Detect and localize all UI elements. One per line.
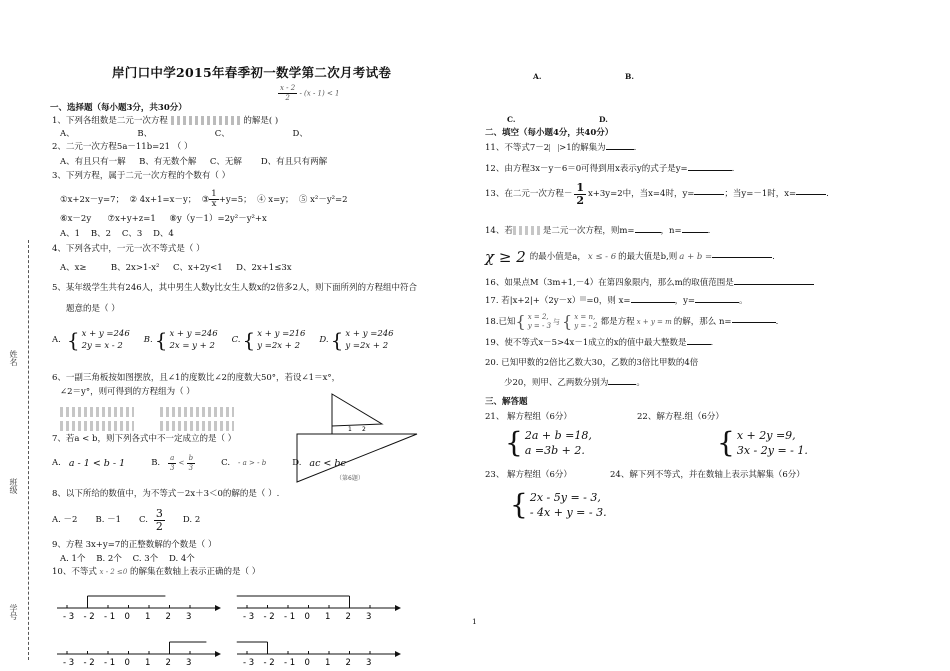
q10-numberline-c	[55, 638, 225, 671]
q5-option-c: C. { x + y =216 y =2x + 2	[231, 328, 306, 352]
numberline-tick-label: - 3	[243, 658, 255, 668]
q23-equation-2: - 4x + y = - 3.	[529, 506, 607, 519]
q14-answer-blank-1[interactable]	[635, 232, 661, 233]
q18-stem: 18.已知	[485, 316, 516, 327]
q2-option-a: A、有且只有一解	[60, 157, 126, 167]
q4-options	[60, 263, 292, 274]
q23-system: { 2x - 5y = - 3, - 4x + y = - 3.	[510, 488, 607, 521]
right-top-option-a: A.	[533, 72, 542, 81]
numberline-tick-label: 2	[165, 612, 171, 622]
q18-system-1: { x = 2, y = - 3	[515, 312, 552, 331]
q7-options	[52, 454, 346, 473]
q23-equation-1: 2x - 5y = - 3,	[529, 491, 601, 504]
right-top-option-b: B.	[625, 72, 634, 81]
numberline-tick-label: 3	[186, 658, 192, 668]
section1-heading: 一、选择题（每小题3分，共30分）	[50, 103, 187, 113]
q12-answer-blank[interactable]	[688, 170, 732, 171]
q17-answer-blank-2[interactable]	[695, 302, 739, 303]
q21-system: { 2a + b =18, a =3b + 2.	[505, 426, 592, 459]
q6-text-cont: ∠2＝y°，则可得到的方程组为（ ）	[60, 387, 195, 397]
q3-row1	[60, 190, 348, 209]
q3-item-5: ⑤ x²－y²=2	[298, 195, 348, 205]
q11-abs-bars	[549, 144, 559, 152]
q7-option-b-label: B.	[151, 458, 161, 468]
q14-stem: 14、若	[485, 226, 513, 236]
q9-options	[60, 554, 195, 565]
q21-equation-1: 2a + b =18,	[524, 429, 592, 442]
q23-text: 23、 解方程组（6分）	[485, 470, 572, 480]
q2-option-b: B、有无数个解	[139, 157, 197, 167]
q14-answer-blank-2[interactable]	[682, 232, 708, 233]
q3-text: 3、下列方程，属于二元一次方程的个数有（ ）	[52, 171, 231, 181]
numberline-tick-label: - 2	[83, 612, 95, 622]
numberline-tick-label: 1	[325, 658, 331, 668]
q11-tail: >1的解集为	[559, 143, 606, 153]
numberline-arrow	[215, 605, 221, 611]
numberline-tick-label: - 2	[263, 612, 275, 622]
q5-options	[52, 328, 394, 352]
q7-option-d-label: D.	[292, 458, 302, 468]
q1-stem: 1、下列各组数是二元一次方程	[52, 116, 168, 126]
numberline-tick-label: - 1	[104, 612, 116, 622]
right-top-expression: $\frac{x - 2}{2}$ - (x - 1) < 1	[280, 84, 340, 102]
q14-end: ，n=	[660, 226, 682, 236]
q11-answer-blank[interactable]	[606, 149, 634, 150]
q21-equation-2: a =3b + 2.	[524, 444, 585, 457]
side-label-name: 姓名	[9, 350, 18, 366]
q6-angle-2: 2	[362, 426, 366, 433]
q7-text: 7、若a < b，则下列各式中不一定成立的是（ ）	[52, 434, 237, 444]
q20-text-cont	[504, 378, 645, 389]
q14-blurred-expression	[513, 226, 543, 235]
q18-end: 的解，那么 n=	[673, 316, 732, 327]
q3-item-3-mark: ③	[201, 195, 210, 205]
q19-stem: 19、使不等式x－5>4x－1成立的x的值中最大整数是	[485, 338, 687, 348]
q5-option-a: A. { x + y =246 2y = x - 2	[52, 328, 130, 352]
q18-connector: 与	[553, 317, 561, 326]
q16-stem: 16、如果点M（3m+1,－4）在第四象限内，那么m的取值范围是	[485, 278, 734, 288]
q8-option-a: A. －2	[52, 515, 78, 525]
q13-answer-blank-2[interactable]	[796, 194, 826, 195]
q19-text: 19、使不等式x－5>4x－1成立的x的值中最大整数是 .	[485, 338, 714, 348]
q1-tail: 的解是( )	[243, 116, 279, 126]
q3-item-3-fraction: $\frac{1}{x}$	[211, 189, 217, 209]
q18-answer-blank[interactable]	[732, 322, 776, 323]
q20-end: 。	[636, 378, 645, 388]
q3-option-a: A、1	[60, 229, 81, 239]
q22-equation-2: 3x - 2y = - 1.	[736, 444, 808, 457]
q14-middle: 是二元一次方程，则m=	[542, 226, 635, 236]
q4-option-c: C、x+2y<1	[172, 263, 223, 273]
q15-expression-2: a + b =	[679, 252, 713, 262]
q6-angle-1: 1	[348, 426, 352, 433]
q1-text	[52, 116, 278, 127]
q1-blurred-system	[171, 116, 241, 125]
q24-text: 24、解下列不等式，并在数轴上表示其解集（6分）	[610, 470, 805, 480]
q6-set-square-large	[332, 394, 382, 426]
q3-options	[60, 229, 174, 240]
q13-stem: 13、在二元一次方程－	[485, 189, 573, 199]
q2-text: 2、二元一次方程5a－11b=21 （ ）	[52, 142, 193, 152]
numberline-tick-label: 3	[366, 658, 372, 668]
q2-option-c: C、无解	[209, 157, 242, 167]
right-top-option-c: C.	[507, 115, 516, 124]
q21-text: 21、 解方程组（6分）	[485, 412, 572, 422]
q2-options	[60, 157, 327, 168]
numberline-tick-label: - 1	[104, 658, 116, 668]
q15-expression: x ≤ - 6	[587, 252, 617, 262]
q20-answer-blank[interactable]	[608, 384, 636, 385]
q1-option-a: A、	[60, 129, 75, 139]
page-number: 1	[472, 617, 477, 626]
q1-option-c: C、	[214, 129, 230, 139]
numberline-tick-label: 0	[124, 658, 130, 668]
q3-item-3: +y=5；	[218, 195, 252, 205]
numberline-arrow	[215, 651, 221, 657]
q20-stem-cont: 少20，则甲、乙两数分别为	[504, 378, 609, 388]
q14-text: 14、若 是二元一次方程，则m= ，n= .	[485, 226, 711, 236]
q6-caption: （第6题）	[336, 475, 364, 482]
q4-option-b: B、2x>1-x²	[110, 263, 160, 273]
q7-option-d: ac < bc	[309, 458, 346, 469]
exam-title: 岸门口中学2015年春季初一数学第二次月考试卷	[112, 65, 392, 80]
q20-text: 20. 已知甲数的2倍比乙数大30，乙数的3倍比甲数的4倍	[485, 358, 699, 368]
q6-blurred-options-2	[60, 416, 234, 435]
q15-symbol: χ ≥ 2	[485, 248, 526, 266]
q15-middle: 的最大值是b,则	[618, 252, 678, 262]
q4-option-d: D、2x+1≤3x	[236, 263, 292, 273]
q3-item-4: ④ x=y；	[257, 195, 294, 205]
q17-end: ，y=	[674, 296, 695, 306]
numberline-tick-label: 2	[345, 612, 351, 622]
q9-text: 9、方程 3x+y=7的正整数解的个数是（ ）	[52, 540, 217, 550]
q17-stem: 17. 若|x+2|+（2y－x）	[485, 296, 581, 306]
q18-equation: x + y = m	[636, 317, 672, 326]
q10-tail: 的解集在数轴上表示正确的是（ ）	[130, 567, 261, 577]
q13-text: 13、在二元一次方程－ $\frac{1}{2}$ x+3y=2中，当x=4时，y= ；当y=－1时，x= .	[485, 181, 829, 207]
numberline-arrow	[395, 605, 401, 611]
q11-text: 11、不等式7－2 >1的解集为 .	[485, 143, 637, 153]
q11-stem: 11、不等式7－2	[485, 143, 550, 153]
q3-option-b: B、2	[90, 229, 112, 239]
q10-numberline-b	[235, 590, 405, 624]
binding-line	[28, 240, 29, 660]
q12-stem: 12、由方程3x－y－6＝0可得到用x表示y的式子是y=	[485, 164, 688, 174]
q7-option-b: $\frac{a}{3}$ < $\frac{b}{3}$	[170, 454, 194, 472]
q13-end: ；当y=－1时，x=	[724, 189, 797, 199]
numberline-tick-label: - 3	[243, 612, 255, 622]
q6-text: 6、一副三角板按如图摆放，且∠1的度数比∠2的度数大50°，若设∠1＝x°，	[52, 373, 341, 383]
q8-option-b: B. －1	[95, 515, 122, 525]
q5-text-cont: 题意的是（ ）	[66, 304, 120, 314]
numberline-tick-label: 2	[345, 658, 351, 668]
q9-option-b: B. 2个	[96, 554, 122, 564]
section2-heading: 二、填空（每小题4分，共40分）	[485, 128, 614, 138]
q22-system: { x + 2y =9, 3x - 2y = - 1.	[717, 426, 808, 459]
q17-text: 17. 若|x+2|+（2y－x） =0，则 x= ，y= 。	[485, 296, 748, 306]
q7-option-c-label: C.	[221, 458, 231, 468]
q16-text	[485, 278, 814, 289]
numberline-tick-label: 0	[304, 658, 310, 668]
q4-option-a: A、x≥	[60, 263, 87, 273]
q3-item-1: ①x+2x－y=7；	[60, 195, 125, 205]
q5-option-d: D. { x + y =246 y =2x + 2	[319, 328, 394, 352]
q5-text: 5、某年级学生共有246人，其中男生人数y比女生人数x的2倍多2人，则下面所列的方程组中符合	[52, 283, 418, 293]
q12-text: 12、由方程3x－y－6＝0可得到用x表示y的式子是y= .	[485, 164, 735, 174]
numberline-tick-label: - 3	[63, 658, 75, 668]
q9-option-d: D. 4个	[168, 554, 195, 564]
q5-option-b: B. { x + y =246 2x = y + 2	[143, 328, 218, 352]
q18-middle: 都是方程	[600, 316, 635, 327]
side-label-id: 学号	[9, 604, 18, 620]
q19-answer-blank[interactable]	[687, 344, 711, 345]
numberline-tick-label: 3	[186, 612, 192, 622]
q10-numberline-d	[235, 638, 405, 671]
q18-system-2: { x = n, y = - 2	[562, 312, 598, 331]
numberline-tick-label: - 2	[263, 658, 275, 668]
q15-text: χ ≥ 2 的最小值是a， x ≤ - 6 的最大值是b,则 a + b = .	[485, 248, 775, 266]
numberline-tick-label: 1	[325, 612, 331, 622]
q15-answer-blank[interactable]	[712, 257, 772, 258]
q10-text	[52, 567, 260, 578]
q13-middle: x+3y=2中，当x=4时，y=	[587, 189, 695, 199]
q9-option-a: A. 1个	[60, 554, 86, 564]
q17-answer-blank-1[interactable]	[631, 302, 675, 303]
q1-option-d: D、	[292, 129, 308, 139]
section3-heading: 三、解答题	[485, 397, 528, 407]
side-label-class: 班级	[9, 478, 18, 494]
q13-answer-blank-1[interactable]	[694, 194, 724, 195]
q16-answer-blank[interactable]	[734, 284, 814, 285]
q4-text: 4、下列各式中，一元一次不等式是（ ）	[52, 244, 205, 254]
numberline-tick-label: 1	[145, 612, 151, 622]
q22-equation-1: x + 2y =9,	[736, 429, 796, 442]
right-top-option-d: D.	[599, 115, 608, 124]
q17-middle: =0，则 x=	[586, 296, 631, 306]
q3-item-8: ⑧y（y－1）=2y²－y²+x	[169, 214, 267, 224]
q15-stem: 的最小值是a，	[529, 252, 586, 262]
q8-text: 8、以下所给的数值中，为不等式－2x＋3＜0的解的是（ ）.	[52, 489, 280, 499]
q10-numberline-a	[55, 590, 225, 624]
q3-option-c: C、3	[121, 229, 143, 239]
numberline-tick-label: - 1	[284, 612, 296, 622]
numberline-tick-label: 0	[304, 612, 310, 622]
numberline-arrow	[395, 651, 401, 657]
numberline-tick-label: 2	[165, 658, 171, 668]
q7-option-a: a - 1 < b - 1	[68, 458, 126, 469]
numberline-tick-label: 1	[145, 658, 151, 668]
numberline-tick-label: 0	[124, 612, 130, 622]
q3-option-d: D、4	[153, 229, 174, 239]
q3-item-6: ⑥x－2y	[60, 214, 92, 224]
q1-option-b: B、	[137, 129, 153, 139]
q3-item-2: ② 4x+1=x－y；	[129, 195, 197, 205]
q3-item-7: ⑦x+y+z=1	[107, 214, 156, 224]
q7-option-c: - a > - b	[238, 459, 267, 467]
q18-text: 18.已知 { x = 2, y = - 3 与 { x = n, y = - 2 都是方程 x + y = m 的解，那么 n= .	[485, 312, 779, 331]
q7-option-a-label: A.	[52, 458, 61, 468]
q9-option-c: C. 3个	[132, 554, 159, 564]
q22-text: 22、解方程.组（6分）	[637, 412, 724, 422]
q3-row2	[60, 214, 267, 225]
q13-fraction: $\frac{1}{2}$	[576, 181, 584, 207]
numberline-tick-label: 3	[366, 612, 372, 622]
q8-option-c: C. $\frac{3}{2}$	[139, 507, 163, 533]
q10-stem: 10、不等式	[52, 567, 97, 577]
q1-options	[60, 129, 308, 140]
q10-expression: x - 2 ≤0	[99, 568, 128, 576]
numberline-tick-label: - 2	[83, 658, 95, 668]
numberline-tick-label: - 3	[63, 612, 75, 622]
numberline-tick-label: - 1	[284, 658, 296, 668]
q8-options	[52, 508, 200, 533]
q2-option-d: D、有且只有两解	[260, 157, 328, 167]
q8-option-d: D. 2	[182, 515, 201, 525]
